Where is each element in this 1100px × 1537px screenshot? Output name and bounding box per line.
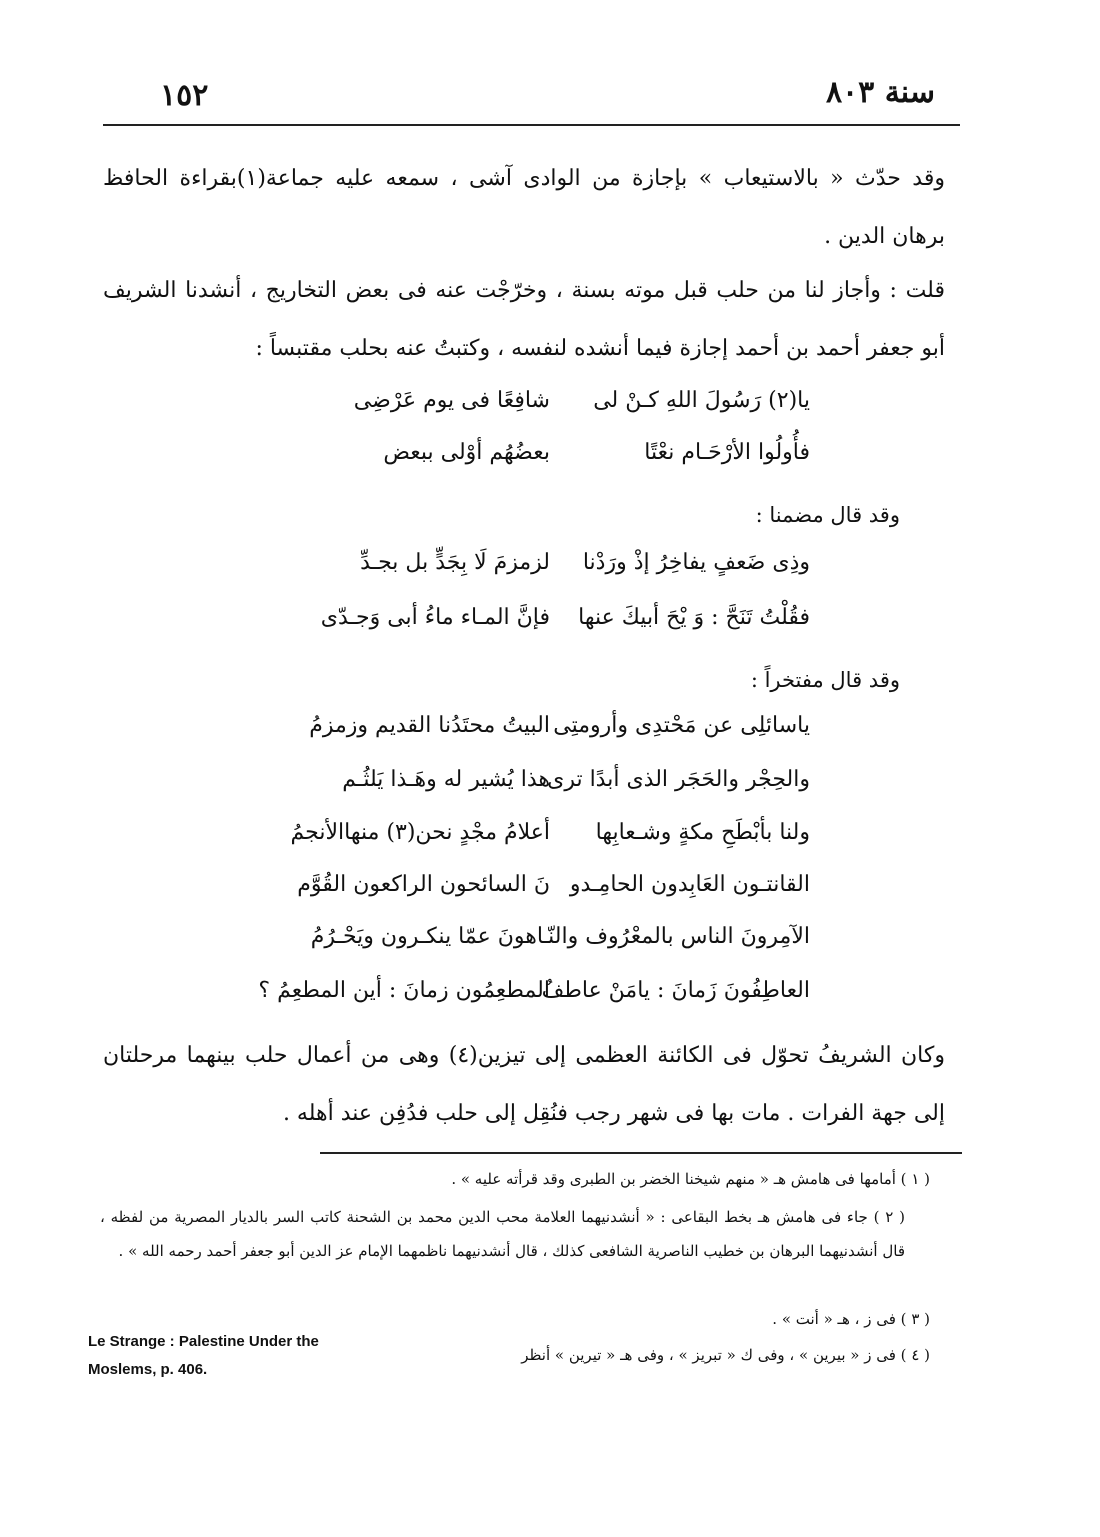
english-reference [88, 1328, 418, 1384]
verse-hemistich-a: فقُلْتُ تَنَحَّ : وَ يْحَ أبيكَ عنها [578, 605, 810, 630]
verse-hemistich-b: نَ السائحون الراكعون القُوَّم [297, 872, 550, 897]
verse-hemistich-b: المطعِمُون زمانَ : أين المطعِمُ ؟ [258, 978, 550, 1003]
verse-hemistich-a: يا(٢) رَسُولَ اللهِ كـنْ لى [593, 388, 810, 413]
closing-paragraph: وكان الشريفُ تحوّل فى الكائنة العظمى إلى تيزين(٤) وهى من أعمال حلب بينهما مرحلتان إلى جهة الفرات . مات بها فى شهر رجب فنُقِل إلى حلب فدُفِن عند أهله . [103, 1043, 945, 1126]
verse-hemistich-b: أعلامُ مجْدٍ نحن(٣) منهاالأنجمُ [290, 820, 550, 845]
paragraph-2: قلت : وأجاز لنا من حلب قبل موته بسنة ، وخرّجْت عنه فى بعض التخاريج ، أنشدنا الشريف أبو جعفر أحمد بن أحمد إجازة فيما أنشده لنفسه ، وكتبتُ عنه بحلب مقتبساً : [103, 278, 945, 361]
footnote-rule [320, 1152, 962, 1154]
paragraph-1: وقد حدّث « بالاستيعاب » بإجازة من الوادى آشى ، سمعه عليه جماعة(١)بقراءة الحافظ برهان الدين . [103, 166, 945, 249]
verse-hemistich-a: ولنا بأبْطَحِ مكةٍ وشـعابِها [595, 820, 810, 845]
page-number: ١٥٢ [160, 78, 209, 113]
reference-line-1: Le Strange : Palestine Under the [88, 1333, 319, 1350]
verse-hemistich-a: فأُولُوا الأرْحَـام نعْتًا [644, 440, 810, 465]
verse-hemistich-b: لزمزمَ لَا بِجَدٍّ بل بجـدِّ [360, 550, 550, 575]
poem-2-intro: وقد قال مضمنا : [755, 503, 900, 527]
running-header-year: سنة ٨٠٣ [825, 75, 935, 110]
verse-hemistich-b: ـاهونَ عمّا ينكـرون ويَحْـرُمُ [310, 924, 550, 949]
reference-line-2: Moslems, p. 406. [88, 1361, 208, 1378]
verse-hemistich-a: الآمِرونَ الناس بالمعْرُوف والنّـ [541, 924, 810, 949]
verse-hemistich-b: هذا يُشير له وهَـذا يَلثُـم [342, 767, 550, 792]
footnote-4: ( ٤ ) فى ز « بيرين » ، وفى ك « تبريز » ، وفى هـ « تيرين » أنظر [521, 1346, 930, 1364]
verse-hemistich-a: العاطِفُونَ زَمانَ : يامَنْ عاطفٌ [541, 978, 810, 1003]
verse-hemistich-a: القانتـون العَابِدون الحامِـدو [569, 872, 810, 897]
poem-3-intro: وقد قال مفتخراً : [750, 668, 900, 692]
footnote-1: ( ١ ) أمامها فى هامش هـ « منهم شيخنا الخضر بن الطبرى وقد قرأته عليه » . [451, 1170, 930, 1188]
verse-hemistich-b: شافِعًا فى يوم عَرْضِى [353, 388, 550, 413]
header-rule [103, 124, 960, 126]
verse-hemistich-a: والحِجْر والحَجَر الذى أبدًا ترى [547, 767, 810, 792]
verse-hemistich-b: فإنَّ المـاء ماءُ أبى وَجـدّى [320, 605, 550, 630]
verse-hemistich-a: وذِى ضَعفٍ يفاخِرُ إذْ ورَدْنا [582, 550, 810, 575]
footnote-2: ( ٢ ) جاء فى هامش هـ بخط البقاعى : « أنشدنيهما العلامة محب الدين محمد بن الشحنة كاتب السر بالديار المصرية من لفظه ، قال أنشدنيهما البرهان بن خطيب الناصرية الشافعى كذلك ، قال أنشدنيهما ناظمهما الإمام عز الدين أبو جعفر أحمد رحمه الله » . [100, 1208, 905, 1260]
footnote-3: ( ٣ ) فى ز ، هـ « أنت » . [772, 1310, 930, 1328]
verse-hemistich-b: البيتُ محتَدُنا القديم وزمزمُ [309, 713, 550, 738]
verse-hemistich-a: ياسائلِى عن مَحْتدِى وأرومتِى [553, 713, 810, 738]
verse-hemistich-b: بعضُهُم أوْلى ببعض [383, 440, 550, 465]
